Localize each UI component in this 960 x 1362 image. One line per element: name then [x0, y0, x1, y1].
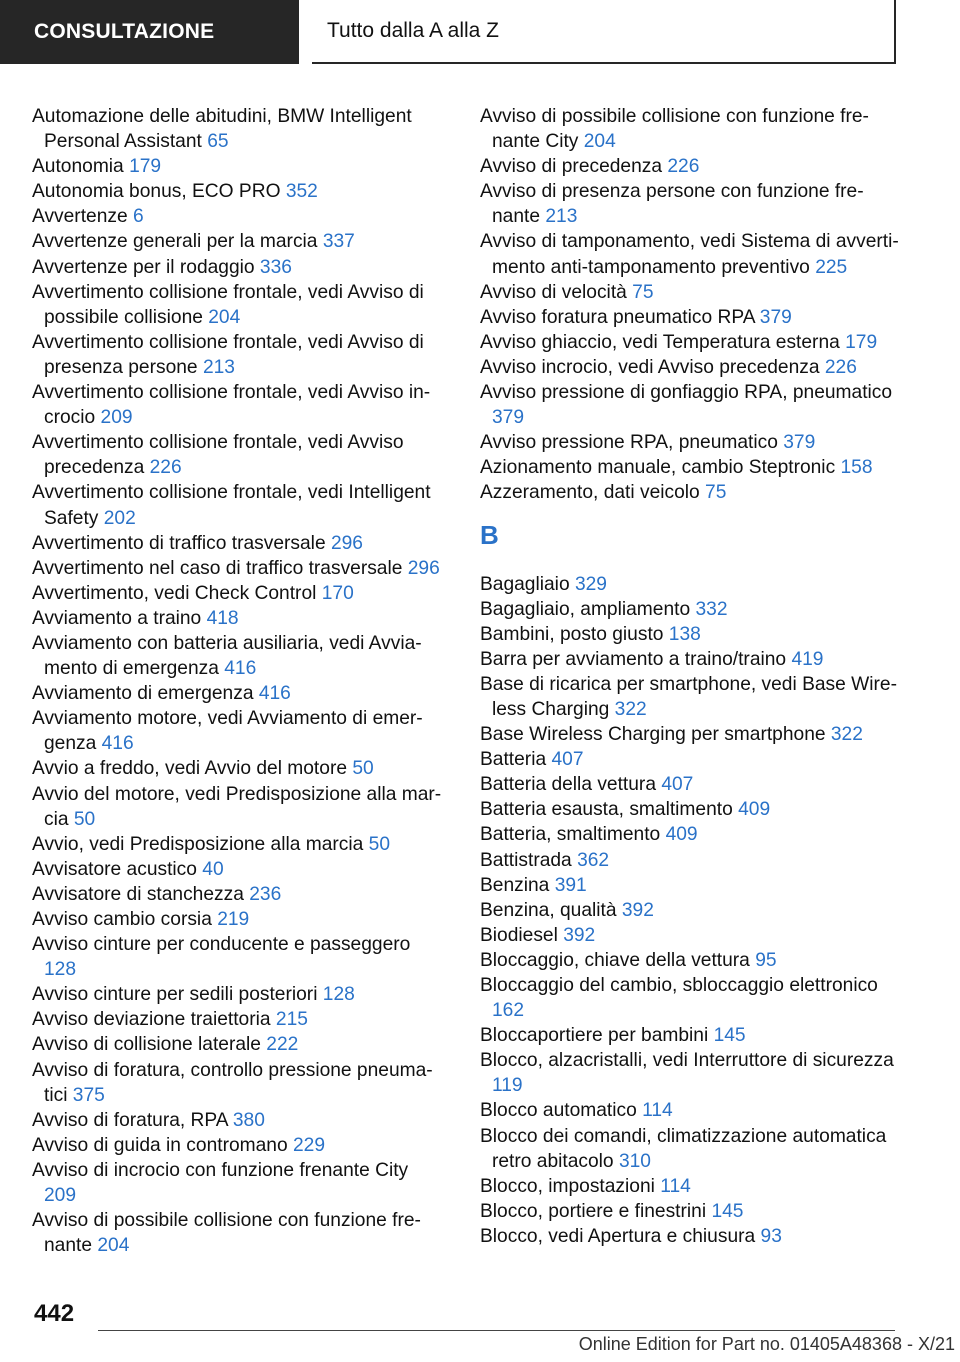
index-entry — [32, 556, 442, 581]
index-entry — [32, 756, 442, 781]
index-entry-text: Avviamento con batteria ausiliaria, vedi Avviamento di emergenza — [32, 632, 422, 680]
index-entry-text: Avviso pressione di gonfiaggio RPA, pneumatico — [480, 382, 893, 404]
page-header — [312, 0, 896, 64]
index-entry — [32, 280, 442, 330]
index-entry — [480, 722, 900, 747]
page-link[interactable]: 380 — [232, 1109, 265, 1131]
footer-divider — [98, 1330, 895, 1331]
index-entry — [32, 706, 442, 756]
index-entry-text: Avviso di foratura, RPA — [32, 1109, 228, 1131]
index-entry-text: Blocco, alzacristalli, vedi Interruttore di sicurezza — [480, 1050, 894, 1072]
page-link[interactable]: 179 — [845, 331, 878, 353]
index-entry — [32, 531, 442, 556]
index-entry — [32, 882, 442, 907]
page-link[interactable]: 50 — [73, 808, 96, 830]
index-entry — [480, 1124, 900, 1174]
page-link[interactable]: 215 — [275, 1009, 308, 1031]
index-entry-text: Avvisatore di stanchezza — [32, 883, 244, 905]
index-entry — [32, 1158, 442, 1208]
index-entry — [32, 1108, 442, 1133]
page-link[interactable]: 145 — [711, 1200, 744, 1222]
page-link[interactable]: 409 — [738, 799, 771, 821]
index-entry — [480, 898, 900, 923]
page-link[interactable]: 226 — [824, 356, 857, 378]
section-label: CONSULTAZIONE — [34, 20, 215, 43]
index-entry — [32, 681, 442, 706]
index-entry-text: Avvisatore acustico — [32, 858, 197, 880]
index-list-b — [480, 572, 900, 1250]
index-entry-text: Batteria esausta, smaltimento — [480, 799, 733, 821]
index-entry-text: Blocco, vedi Apertura e chiusura — [480, 1225, 756, 1247]
page-link[interactable]: 65 — [207, 131, 229, 153]
index-entry-text: Avviso di possibile collisione con funzione frenante — [32, 1210, 421, 1257]
index-entry-text: Avviso di guida in contromano — [32, 1134, 288, 1156]
index-entry — [480, 330, 900, 355]
page-link[interactable]: 409 — [665, 824, 698, 846]
index-entry — [32, 430, 442, 480]
index-entry — [480, 280, 900, 305]
index-entry-text: Avvertimento di traffico trasversale — [32, 532, 326, 554]
index-entry — [480, 572, 900, 597]
index-entry-text: Avvertimento, vedi Check Control — [32, 582, 317, 604]
index-entry-text: Avvertimento collisione frontale, vedi Avviso di presenza persone — [32, 331, 424, 378]
index-entry — [480, 822, 900, 847]
index-entry — [32, 782, 442, 832]
page-link[interactable]: 114 — [660, 1175, 691, 1197]
index-entry — [480, 430, 900, 455]
index-entry — [32, 154, 442, 179]
page-link[interactable]: 310 — [618, 1150, 651, 1172]
index-entry — [32, 982, 442, 1007]
index-entry-text: Avviso di foratura, controllo pressione pneumatici — [32, 1059, 433, 1106]
index-entry-text: Autonomia bonus, ECO PRO — [32, 181, 281, 203]
index-entry — [32, 330, 442, 380]
page-link[interactable]: 375 — [72, 1084, 105, 1106]
index-entry-text: Avvio a freddo, vedi Avvio del motore — [32, 758, 347, 780]
page-link[interactable]: 204 — [583, 131, 616, 153]
page-link[interactable]: 128 — [322, 984, 355, 1006]
index-entry — [480, 1224, 900, 1249]
index-entry — [480, 622, 900, 647]
index-entry-text: Blocco, impostazioni — [480, 1175, 655, 1197]
page-link[interactable]: 322 — [614, 698, 647, 720]
index-entry — [480, 1098, 900, 1123]
index-entry-text: Avviso di possibile collisione con funzione frenante City — [480, 106, 869, 153]
index-entry-text: Avviso di collisione laterale — [32, 1034, 261, 1056]
index-entry-text: Avviso ghiaccio, vedi Temperatura esterna — [480, 331, 840, 353]
page-link[interactable]: 204 — [97, 1235, 130, 1257]
page-link[interactable]: 332 — [695, 598, 728, 620]
edition-note: Online Edition for Part no. 01405A48368 - X/21 — [578, 1334, 955, 1354]
index-entry-text: Bagagliaio — [480, 573, 570, 595]
index-entry-text: Avvio, vedi Predisposizione alla marcia — [32, 833, 364, 855]
page-link[interactable]: 226 — [667, 156, 700, 178]
index-entry-text: Avviso di precedenza — [480, 156, 663, 178]
index-entry — [480, 104, 900, 154]
page-link[interactable]: 379 — [783, 432, 816, 454]
index-entry — [32, 255, 442, 280]
index-entry-text: Bloccaportiere per bambini — [480, 1025, 709, 1047]
page-link[interactable]: 336 — [259, 256, 292, 278]
index-entry — [480, 480, 900, 505]
index-entry — [32, 1133, 442, 1158]
index-entry — [32, 1058, 442, 1108]
index-entry — [32, 1032, 442, 1057]
index-entry — [480, 1199, 900, 1224]
index-entry-text: Avviso cambio corsia — [32, 909, 212, 930]
index-entry — [480, 597, 900, 622]
page-link[interactable]: 352 — [285, 181, 318, 203]
index-entry — [480, 1048, 900, 1098]
page-link[interactable]: 138 — [668, 623, 701, 645]
index-entry — [32, 480, 442, 530]
page-link[interactable]: 379 — [759, 306, 792, 328]
page-link[interactable]: 222 — [266, 1034, 299, 1056]
index-entry-text: Avvertenze — [32, 206, 128, 228]
index-entry — [480, 848, 900, 873]
page-link[interactable]: 213 — [545, 206, 578, 228]
index-entry — [480, 647, 900, 672]
index-column-right — [480, 104, 900, 1249]
page-link[interactable]: 40 — [202, 858, 224, 880]
index-entry — [32, 179, 442, 204]
index-entry-text: Avviso cinture per sedili posteriori — [32, 984, 318, 1006]
index-entry — [480, 455, 900, 480]
page-link[interactable]: 225 — [815, 256, 848, 278]
page-link[interactable]: 226 — [149, 457, 182, 479]
index-entry-text: Avviamento a traino — [32, 607, 202, 629]
index-entry — [480, 973, 900, 1023]
index-entry-text: Avviso di presenza persone con funzione frenante — [480, 181, 864, 228]
page-link[interactable]: 119 — [492, 1075, 523, 1097]
index-entry — [480, 873, 900, 898]
index-entry-text: Avvertenze per il rodaggio — [32, 256, 255, 278]
page-link[interactable]: 75 — [632, 281, 654, 303]
page-link[interactable]: 362 — [577, 849, 610, 871]
index-entry-text: Bambini, posto giusto — [480, 623, 664, 645]
index-entry-text: Avvio del motore, vedi Predisposizione alla marcia — [32, 783, 442, 830]
page-link[interactable]: 209 — [100, 407, 133, 429]
page-link[interactable]: 75 — [705, 482, 727, 504]
index-entry-text: Blocco automatico — [480, 1100, 637, 1122]
index-entry-text: Batteria, smaltimento — [480, 824, 661, 846]
index-entry-text: Avviamento di emergenza — [32, 683, 254, 705]
index-column-left — [32, 104, 442, 1258]
index-entry-text: Benzina — [480, 874, 550, 896]
page-link[interactable]: 229 — [292, 1134, 325, 1156]
index-entry-text: Bloccaggio, chiave della vettura — [480, 949, 750, 971]
index-entry-text: Batteria della vettura — [480, 774, 656, 796]
index-entry-text: Autonomia — [32, 156, 124, 178]
index-entry-text: Bloccaggio del cambio, sbloccaggio elettronico — [480, 975, 878, 996]
page-link[interactable]: 392 — [621, 899, 654, 921]
index-entry-text: Blocco, portiere e finestrini — [480, 1200, 707, 1222]
index-entry-text: Avvertimento nel caso di traffico trasversale — [32, 557, 403, 579]
index-entry — [32, 832, 442, 857]
page-link[interactable]: 407 — [661, 774, 694, 796]
page-link[interactable]: 236 — [249, 883, 282, 905]
index-entry — [480, 672, 900, 722]
index-entry — [480, 948, 900, 973]
index-entry-text: Barra per avviamento a traino/traino — [480, 648, 787, 670]
page-link[interactable]: 202 — [103, 507, 136, 529]
page-link[interactable]: 114 — [642, 1100, 673, 1122]
index-entry-text: Base di ricarica per smartphone, vedi Base Wireless Charging — [480, 673, 897, 720]
index-entry — [32, 581, 442, 606]
page-link[interactable]: 128 — [44, 959, 77, 981]
page-link[interactable]: 162 — [492, 1000, 525, 1022]
index-entry-text: Avviso cinture per conducente e passeggero — [32, 934, 411, 956]
index-entry-text: Avviso incrocio, vedi Avviso precedenza — [480, 356, 820, 378]
index-entry — [32, 104, 442, 154]
index-entry — [32, 606, 442, 631]
index-entry — [32, 204, 442, 229]
page-link[interactable]: 416 — [101, 733, 134, 755]
page-link[interactable]: 416 — [258, 683, 291, 705]
page-link[interactable]: 158 — [840, 457, 873, 479]
page-link[interactable]: 379 — [492, 407, 525, 429]
page-link[interactable]: 407 — [551, 749, 584, 771]
index-entry — [32, 631, 442, 681]
index-entry-text: Automazione delle abitudini, BMW Intelligent Personal Assistant — [32, 106, 412, 153]
index-entry — [32, 380, 442, 430]
page-number: 442 — [34, 1300, 75, 1327]
index-entry-text: Avviso foratura pneumatico RPA — [480, 306, 755, 328]
index-entry-text: Avviso di incrocio con funzione frenante City — [32, 1159, 409, 1181]
page-link[interactable]: 329 — [574, 573, 607, 595]
index-entry — [480, 923, 900, 948]
index-entry — [32, 1208, 442, 1258]
page-link[interactable]: 50 — [352, 758, 374, 780]
page-link[interactable]: 95 — [755, 949, 777, 971]
index-entry-text: Base Wireless Charging per smartphone — [480, 724, 826, 746]
index-entry-text: Batteria — [480, 749, 547, 771]
section-letter-b: B — [480, 519, 499, 550]
page-link[interactable]: 418 — [206, 607, 239, 629]
index-entry-text: Avviso di velocità — [480, 281, 627, 303]
index-entry-text: Avviso di tamponamento, vedi Sistema di avvertimento anti-tamponamento preventivo — [480, 231, 899, 278]
page-link[interactable]: 337 — [322, 231, 355, 253]
index-entry — [480, 305, 900, 330]
page-link[interactable]: 392 — [563, 924, 596, 946]
index-entry-text: Biodiesel — [480, 924, 558, 946]
page-link[interactable]: 296 — [407, 557, 440, 579]
index-entry-text: Avvertimento collisione frontale, vedi Intelligent Safety — [32, 482, 431, 529]
page-link[interactable]: 322 — [830, 724, 863, 746]
page-link[interactable]: 93 — [760, 1225, 782, 1247]
page-link[interactable]: 416 — [224, 658, 257, 680]
index-entry — [32, 229, 442, 254]
page-link[interactable]: 179 — [129, 156, 162, 178]
page-link[interactable]: 391 — [554, 874, 587, 896]
page-link[interactable]: 209 — [44, 1185, 77, 1207]
index-entry — [480, 380, 900, 430]
index-entry-text: Avviso deviazione traiettoria — [32, 1009, 271, 1031]
index-entry-text: Avvertenze generali per la marcia — [32, 231, 318, 253]
index-entry — [480, 229, 900, 279]
page-link[interactable]: 50 — [368, 833, 391, 855]
index-entry-text: Bagagliaio, ampliamento — [480, 598, 691, 620]
index-entry — [480, 179, 900, 229]
index-entry-text: Avviamento motore, vedi Avviamento di emergenza — [32, 708, 423, 755]
index-entry — [32, 857, 442, 882]
page-link[interactable]: 219 — [217, 909, 250, 930]
page-link[interactable]: 6 — [132, 206, 144, 228]
index-entry — [480, 772, 900, 797]
index-entry — [480, 747, 900, 772]
index-entry — [32, 1007, 442, 1032]
index-entry — [480, 1023, 900, 1048]
index-entry — [480, 1174, 900, 1199]
page-link[interactable]: 419 — [791, 648, 824, 670]
page-link[interactable]: 213 — [202, 356, 235, 378]
page-link[interactable]: 204 — [208, 306, 241, 328]
index-list-a — [480, 104, 900, 506]
index-entry-text: Avviso pressione RPA, pneumatico — [480, 432, 778, 454]
index-entry-text: Avvertimento collisione frontale, vedi Avviso di possibile collisione — [32, 281, 424, 328]
page-link[interactable]: 170 — [321, 582, 354, 604]
index-entry — [480, 355, 900, 380]
index-entry-text: Avvertimento collisione frontale, vedi Avviso incrocio — [32, 382, 431, 429]
index-entry-text: Avvertimento collisione frontale, vedi Avviso precedenza — [32, 432, 404, 479]
index-entry-text: Azionamento manuale, cambio Steptronic — [480, 457, 836, 479]
index-entry-text: Azzeramento, dati veicolo — [480, 482, 700, 504]
page-link[interactable]: 296 — [330, 532, 363, 554]
index-entry — [480, 154, 900, 179]
index-entry — [480, 797, 900, 822]
index-entry-text: Blocco dei comandi, climatizzazione automatica retro abitacolo — [480, 1125, 887, 1172]
index-entry — [32, 907, 442, 932]
page-link[interactable]: 145 — [713, 1025, 746, 1047]
index-entry-text: Battistrada — [480, 849, 572, 871]
section-tab — [0, 0, 299, 64]
index-entry — [32, 932, 442, 982]
index-entry-text: Benzina, qualità — [480, 899, 617, 921]
page-title: Tutto dalla A alla Z — [327, 19, 499, 42]
